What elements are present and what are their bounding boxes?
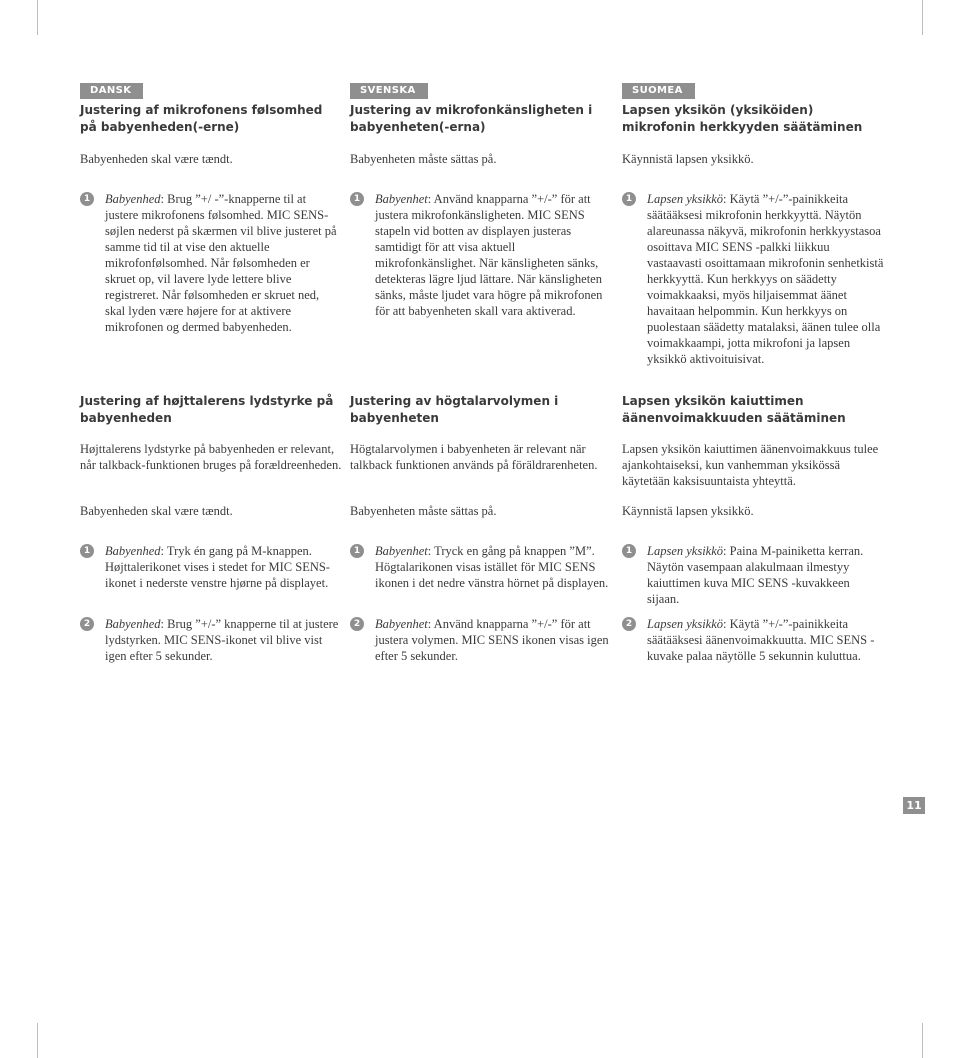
step-item <box>350 616 612 664</box>
step-text: : Brug ”+/-” knapperne til at justere lydstyrken. MIC SENS-ikonet vil blive vist igen efter 5 sekunder. <box>105 617 339 663</box>
language-tag: SVENSKA <box>350 83 428 99</box>
step-item <box>350 543 612 591</box>
step-text: : Tryck en gång på knappen ”M”. Högtalarikonen visas istället för MIC SENS ikonen i det nedre vänstra hörnet på displayen. <box>375 544 609 590</box>
step-item <box>80 616 342 664</box>
step-label: Babyenhet <box>375 617 428 631</box>
language-tag: DANSK <box>80 83 143 99</box>
crop-mark-top-right <box>922 0 923 35</box>
intro-text: Högtalarvolymen i babyenheten är relevant när talkback funktionen används på föräldrarenheten. <box>350 442 598 472</box>
step-text: : Käytä ”+/-”-painikkeita säätääksesi äänenvoimakkuutta. MIC SENS -kuvake palaa näytölle 5 sekunnin kuluttua. <box>647 617 875 663</box>
intro-text: Babyenheten måste sättas på. <box>350 152 497 166</box>
step-label: Babyenhed <box>105 617 161 631</box>
column-suomea <box>622 80 884 663</box>
step-label: Babyenhed <box>105 544 161 558</box>
step-label: Babyenhet <box>375 544 428 558</box>
step-number-badge: 1 <box>350 192 364 206</box>
step-item <box>622 191 884 367</box>
step-item <box>350 191 612 319</box>
step-text: : Paina M-painiketta kerran. Näytön vasempaan alakulmaan ilmestyy kaiuttimen kuva MIC SENS -kuvakkeen sijaan. <box>647 544 864 606</box>
step-text: : Tryk én gang på M-knappen. Højttalerikonet vises i stedet for MIC SENS-ikonet i nederste venstre hjørne på displayet. <box>105 544 330 590</box>
section-heading-speaker-volume: Justering av högtalarvolymen i babyenheten <box>350 394 559 425</box>
step-text: : Använd knapparna ”+/-” för att justera volymen. MIC SENS ikonen visas igen efter 5 sekunder. <box>375 617 609 663</box>
section-heading-speaker-volume: Lapsen yksikön kaiuttimen äänenvoimakkuuden säätäminen <box>622 394 846 425</box>
section-heading-speaker-volume: Justering af højttalerens lydstyrke på babyenheden <box>80 394 334 425</box>
step-number-badge: 1 <box>622 192 636 206</box>
intro-text: Højttalerens lydstyrke på babyenheden er relevant, når talkback-funktionen bruges på forældreenheden. <box>80 442 342 472</box>
step-number-badge: 2 <box>622 617 636 631</box>
crop-mark-bottom-right <box>922 1023 923 1058</box>
step-label: Babyenhet <box>375 192 428 206</box>
step-label: Lapsen yksikkö <box>647 617 724 631</box>
step-number-badge: 1 <box>622 544 636 558</box>
section-heading-mic-sensitivity: Justering av mikrofonkänsligheten i babyenheten(-erna) <box>350 103 593 134</box>
intro-text: Käynnistä lapsen yksikkö. <box>622 152 754 166</box>
page-number: 11 <box>903 797 925 814</box>
step-text: : Brug ”+/ -”-knapperne til at justere mikrofonens følsomhed. MIC SENS-søjlen nederst på skærmen vil blive justeret på samme tid til at vise den aktuelle mikrofonfølsomhed. Når følsomheden er skruet op, vil lavere lyde lettere blive registreret. Når følsomheden er skruet ned, skal lyden være højere for at aktivere mikrofonen og dermed babyenheden. <box>105 192 337 334</box>
column-svenska <box>350 80 612 663</box>
section-heading-mic-sensitivity: Justering af mikrofonens følsomhed på babyenheden(-erne) <box>80 103 323 134</box>
crop-mark-bottom-left <box>37 1023 38 1058</box>
step-item <box>80 543 342 591</box>
step-item <box>80 191 342 335</box>
step-text: : Använd knapparna ”+/-” för att justera mikrofonkänsligheten. MIC SENS stapeln vid botten av displayen justeras samtidigt för att visa aktuell mikrofonkänslighet. När känsligheten sänks, detekteras lägre ljud lättare. När känsligheten sänks, måste ljudet vara högre på mikrofonen för att babyenheten skall vara aktiverad. <box>375 192 603 318</box>
step-label: Lapsen yksikkö <box>647 192 724 206</box>
step-number-badge: 1 <box>80 544 94 558</box>
crop-mark-top-left <box>37 0 38 35</box>
intro-text: Babyenheden skal være tændt. <box>80 152 233 166</box>
intro-text-power: Babyenheten måste sättas på. <box>350 504 497 518</box>
step-item <box>622 543 884 607</box>
step-item <box>622 616 884 664</box>
intro-text-power: Babyenheden skal være tændt. <box>80 504 233 518</box>
column-dansk <box>80 80 342 663</box>
intro-text-power: Käynnistä lapsen yksikkö. <box>622 504 754 518</box>
step-label: Lapsen yksikkö <box>647 544 724 558</box>
step-label: Babyenhed <box>105 192 161 206</box>
language-tag: SUOMEA <box>622 83 695 99</box>
step-number-badge: 1 <box>80 192 94 206</box>
step-number-badge: 1 <box>350 544 364 558</box>
step-text: : Käytä ”+/-”-painikkeita säätääksesi mikrofonin herkkyyttä. Näytön alareunassa näkyvä, mikrofonin herkkyystasoa osoittava MIC SENS -palkki liikkuu vastaavasti osoittamaan mikrofonin senhetkistä herkkyyttä. Kun herkkyys on säädetty voimakkaaksi, myös hiljaisemmat äänet havaitaan helpommin. Kun herkkyys on puolestaan säädetty matalaksi, äänen tulee olla voimakkaampi, jotta mikrofoni ja lapsen yksikkö aktivoituisivat. <box>647 192 884 366</box>
section-heading-mic-sensitivity: Lapsen yksikön (yksiköiden) mikrofonin herkkyyden säätäminen <box>622 103 863 134</box>
step-number-badge: 2 <box>350 617 364 631</box>
intro-text: Lapsen yksikön kaiuttimen äänenvoimakkuus tulee ajankohtaiseksi, kun vanhemman yksikössä käytetään kaksisuuntaista yhteyttä. <box>622 442 879 488</box>
step-number-badge: 2 <box>80 617 94 631</box>
